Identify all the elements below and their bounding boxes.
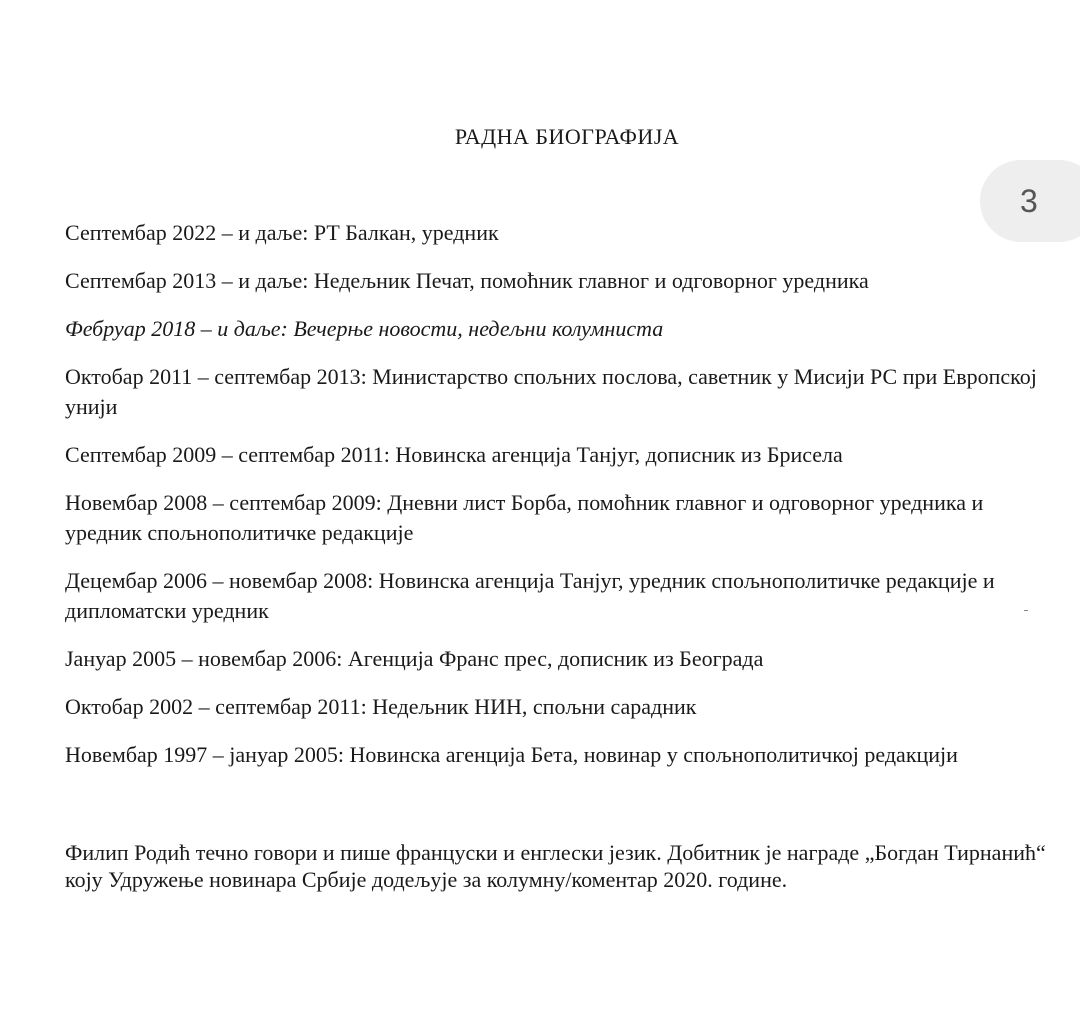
page-title: РАДНА БИОГРАФИЈА <box>454 124 680 149</box>
work-history-entry: Децембар 2006 – новембар 2008: Новинска агенција Танјуг, уредник спољнополитичке редакције и дипломатски уредник <box>65 568 995 623</box>
page-number: 3 <box>1020 182 1038 219</box>
work-history-entry: Октобар 2002 – септембар 2011: Недељник НИН, спољни сарадник <box>65 694 697 719</box>
work-history-list <box>65 218 1055 788</box>
work-history-entry: Јануар 2005 – новембар 2006: Агенција Франс прес, дописник из Београда <box>65 646 764 671</box>
work-history-entry: Септембар 2009 – септембар 2011: Новинска агенција Танјуг, дописник из Брисела <box>65 442 843 467</box>
closing-paragraph: Филип Родић течно говори и пише француски и енглески језик. Добитник је награде „Богдан Тирнанић“ коју Удружење новинара Србије додељује за колумну/коментар 2020. године. <box>65 840 1046 892</box>
work-history-entry: Септембар 2013 – и даље: Недељник Печат, помоћник главног и одговорног уредника <box>65 268 869 293</box>
work-history-entry: Септембар 2022 – и даље: РТ Балкан, уредник <box>65 220 499 245</box>
scan-mark <box>1024 610 1028 611</box>
work-history-entry: Новембар 2008 – септембар 2009: Дневни лист Борба, помоћник главног и одговорног уредника и уредник спољнополитичке редакције <box>65 490 984 545</box>
work-history-entry: Октобар 2011 – септембар 2013: Министарство спољних послова, саветник у Мисији РС при Европској унији <box>65 364 1037 419</box>
work-history-entry: Фебруар 2018 – и даље: Вечерње новости, недељни колумниста <box>65 316 664 341</box>
work-history-entry: Новембар 1997 – јануар 2005: Новинска агенција Бета, новинар у спољнополитичкој редакцији <box>65 742 958 767</box>
